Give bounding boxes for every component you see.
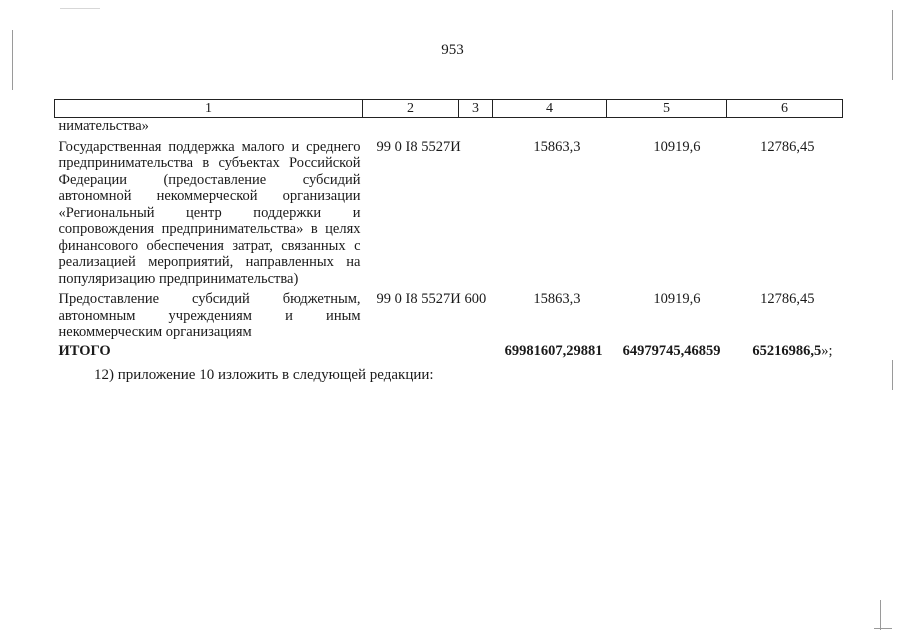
table-header-row: [55, 100, 843, 118]
total-type-empty: [459, 341, 493, 360]
row-value-5: 10919,6: [653, 138, 701, 155]
total-label: ИТОГО: [58, 342, 111, 359]
page-number: 953: [441, 42, 464, 58]
total-value-6-number: 65216986,5: [752, 342, 822, 359]
row-value-4: [493, 118, 607, 135]
row-name: Предоставление субсидий бюджетным, автономным учреждениям и иным некоммерческим организациям: [58, 291, 361, 340]
column-header-1: 1: [55, 100, 363, 118]
scan-artifact: [12, 30, 13, 90]
row-value-6: 12786,45: [760, 138, 815, 155]
row-code: [363, 118, 459, 135]
row-value-6: [727, 118, 843, 135]
column-header-5: 5: [607, 100, 727, 118]
row-value-4: 15863,3: [533, 291, 581, 307]
total-value-4: 69981607,29881: [504, 342, 603, 359]
table-row: [55, 118, 843, 135]
row-value-6: 12786,45: [760, 291, 815, 307]
row-type: 600: [464, 291, 487, 307]
row-name: нимательства»: [58, 118, 149, 134]
row-value-4: 15863,3: [533, 138, 581, 155]
scan-artifact: [892, 360, 893, 390]
table-row: [55, 135, 843, 288]
column-header-4: 4: [493, 100, 607, 118]
row-code: 99 0 I8 5527И: [376, 138, 461, 155]
scan-artifact: [880, 600, 881, 630]
row-name: Государственная поддержка малого и среднего предпринимательства в субъектах Российской Федерации (предоставление субсидий автономной некоммерческой организации «Региональный центр поддержки и сопровождения предпринимательства» в целях финансового обеспечения затрат, связанных с реализацией мероприятий, направленных на популяризацию предпринимательства): [58, 138, 361, 287]
budget-table: [54, 99, 843, 359]
row-value-5: [607, 118, 727, 135]
total-value-6: [727, 341, 843, 360]
total-value-5: 64979745,46859: [622, 342, 721, 359]
column-header-3: 3: [459, 100, 493, 118]
total-suffix: »;: [821, 342, 833, 359]
scan-artifact: [892, 10, 893, 80]
total-code-empty: [363, 341, 459, 360]
column-header-2: 2: [363, 100, 459, 118]
row-type: [459, 118, 493, 135]
row-value-5: 10919,6: [653, 291, 701, 307]
total-row: [55, 341, 843, 360]
amendment-text: 12) приложение 10 изложить в следующей редакции:: [94, 367, 434, 383]
column-header-6: 6: [727, 100, 843, 118]
row-type: [459, 135, 493, 288]
scan-artifact: [874, 628, 892, 629]
table-row: [55, 287, 843, 341]
row-code: 99 0 I8 5527И: [376, 291, 461, 307]
scan-artifact: [60, 8, 100, 9]
